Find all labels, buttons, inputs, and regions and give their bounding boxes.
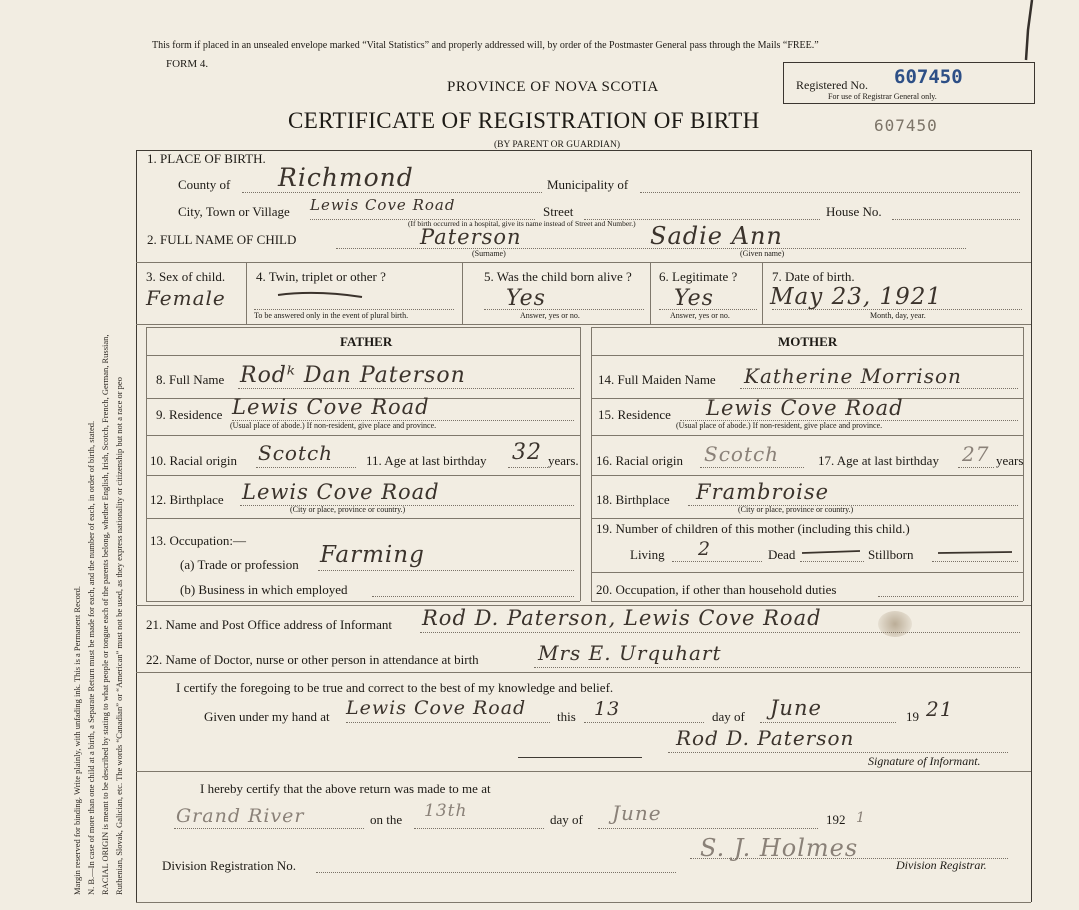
- this-label: this: [557, 709, 576, 724]
- father-residence-value: Lewis Cove Road: [232, 395, 430, 419]
- county-value: Richmond: [278, 163, 414, 192]
- registrar-signature: S. J. Holmes: [700, 834, 859, 862]
- registrar-year-prefix: 192: [826, 812, 846, 827]
- ink-stain: [878, 611, 912, 637]
- stillborn-dash-stroke: [936, 548, 1016, 556]
- father-birthplace-label: 12. Birthplace: [150, 492, 224, 507]
- child-surname: Paterson: [420, 225, 522, 249]
- margin-note-3: RACIAL ORIGIN is meant to be described by stating to what people or tongue each of the parents belong, whether English, Irish, Scotch, French, German, Russian,: [100, 334, 110, 895]
- pen-stroke-mark: [1010, 0, 1040, 70]
- child-given-name: Sadie Ann: [650, 222, 783, 250]
- city-value: Lewis Cove Road: [310, 196, 456, 214]
- father-name-label: 8. Full Name: [156, 372, 225, 387]
- certify-year-value: 21: [926, 697, 954, 721]
- legitimate-label: 6. Legitimate ?: [659, 269, 738, 284]
- mother-name-value: Katherine Morrison: [744, 364, 962, 388]
- informant-signature: Rod D. Paterson: [676, 726, 855, 750]
- informant-label: 21. Name and Post Office address of Informant: [146, 617, 392, 632]
- father-trade-label: (a) Trade or profession: [180, 557, 299, 572]
- living-value: 2: [698, 538, 712, 560]
- living-label: Living: [630, 547, 665, 562]
- certify-year-prefix: 19: [906, 709, 919, 724]
- certify-day-value: 13: [594, 698, 621, 720]
- mother-residence-value: Lewis Cove Road: [706, 396, 904, 420]
- given-under-hand-label: Given under my hand at: [204, 709, 330, 724]
- given-name-caption: (Given name): [740, 249, 785, 258]
- informant-value: Rod D. Paterson, Lewis Cove Road: [422, 606, 822, 630]
- twin-dash-stroke: [276, 288, 366, 302]
- division-registrar-caption: Division Registrar.: [896, 858, 987, 872]
- doctor-value: Mrs E. Urquhart: [538, 641, 722, 665]
- registrar-year-value: 1: [856, 810, 866, 826]
- registered-number: 607450: [894, 66, 963, 88]
- father-age-label: 11. Age at last birthday: [366, 453, 487, 468]
- twin-note: To be answered only in the event of plural birth.: [254, 311, 409, 320]
- form-number: FORM 4.: [166, 58, 209, 70]
- city-label: City, Town or Village: [178, 204, 290, 219]
- margin-note-4: Ruthenian, Slovak, Galician, etc. The words “Canadian” or “American” must not be used, as they express nationality or citizenship but not a race or peo: [114, 377, 124, 895]
- father-age-value: 32: [512, 440, 542, 465]
- father-birthplace-note: (City or place, province or country.): [290, 505, 406, 514]
- date-note: Month, day, year.: [870, 311, 926, 320]
- mother-residence-note: (Usual place of abode.) If non-resident, give place and province.: [676, 421, 883, 430]
- mother-heading: MOTHER: [778, 334, 838, 349]
- stillborn-label: Stillborn: [868, 547, 914, 562]
- certify-month-value: June: [770, 696, 822, 720]
- county-label: County of: [178, 177, 231, 192]
- sex-label: 3. Sex of child.: [146, 269, 226, 284]
- legitimate-note: Answer, yes or no.: [670, 311, 730, 320]
- registrar-on-label: on the: [370, 812, 403, 827]
- father-occupation-label: 13. Occupation:—: [150, 533, 247, 548]
- father-heading: FATHER: [340, 334, 393, 349]
- registered-label: Registered No.: [796, 78, 868, 92]
- registrar-day-label: day of: [550, 812, 583, 827]
- father-years-label: years.: [548, 453, 579, 468]
- certify-statement: I certify the foregoing to be true and correct to the best of my knowledge and belief.: [176, 680, 614, 695]
- mother-name-label: 14. Full Maiden Name: [598, 372, 716, 387]
- margin-note-2: N. B.—In case of more than one child at a birth, a Separate Return must be made for each, and the number of each, in order of birth, stated.: [86, 420, 96, 895]
- place-of-birth-label: 1. PLACE OF BIRTH.: [147, 151, 266, 166]
- father-birthplace-value: Lewis Cove Road: [242, 480, 440, 504]
- mother-age-value: 27: [962, 442, 990, 466]
- alive-note: Answer, yes or no.: [520, 311, 580, 320]
- father-trade-value: Farming: [320, 542, 425, 568]
- doctor-label: 22. Name of Doctor, nurse or other person in attendance at birth: [146, 652, 479, 667]
- margin-note-1: Margin reserved for binding. Write plainly, with unfading ink. This is a Permanent Record.: [72, 585, 82, 895]
- father-name-value: Rodᵏ Dan Paterson: [240, 363, 466, 388]
- stamped-number: 607450: [874, 116, 938, 135]
- certificate-subtitle: (BY PARENT OR GUARDIAN): [494, 140, 621, 150]
- form-right-border: [1031, 150, 1032, 902]
- municipality-label: Municipality of: [547, 177, 629, 192]
- father-racial-label: 10. Racial origin: [150, 453, 238, 468]
- division-registration-label: Division Registration No.: [162, 858, 296, 873]
- dead-dash-stroke: [800, 548, 862, 556]
- house-number-label: House No.: [826, 204, 882, 219]
- twin-label: 4. Twin, triplet or other ?: [256, 269, 386, 284]
- date-of-birth-label: 7. Date of birth.: [772, 269, 855, 284]
- dead-label: Dead: [768, 547, 796, 562]
- registrar-day-value: 13th: [424, 801, 468, 821]
- mother-birthplace-value: Frambroise: [696, 480, 830, 504]
- father-residence-label: 9. Residence: [156, 407, 223, 422]
- registered-note: For use of Registrar General only.: [828, 92, 937, 101]
- mother-racial-value: Scotch: [704, 442, 780, 466]
- father-racial-value: Scotch: [258, 441, 334, 465]
- form-top-border: [136, 150, 1031, 151]
- surname-caption: (Surname): [472, 249, 506, 258]
- street-label: Street: [543, 204, 574, 219]
- registered-number-box: [783, 62, 1035, 104]
- mother-birthplace-note: (City or place, province or country.): [738, 505, 854, 514]
- alive-label: 5. Was the child born alive ?: [484, 269, 632, 284]
- mail-notice: This form if placed in an unsealed envelope marked “Vital Statistics” and properly addressed will, by order of the Postmaster General pass through the Mails “FREE.”: [152, 40, 819, 51]
- signature-of-informant-caption: Signature of Informant.: [868, 754, 981, 768]
- mother-occupation-label: 20. Occupation, if other than household duties: [596, 582, 837, 597]
- certificate-title: CERTIFICATE OF REGISTRATION OF BIRTH: [288, 108, 760, 133]
- mother-age-label: 17. Age at last birthday: [818, 453, 939, 468]
- alive-value: Yes: [506, 286, 546, 311]
- date-of-birth-value: May 23, 1921: [770, 284, 942, 310]
- father-residence-note: (Usual place of abode.) If non-resident, give place and province.: [230, 421, 437, 430]
- registrar-month-value: June: [612, 801, 662, 825]
- mother-racial-label: 16. Racial origin: [596, 453, 684, 468]
- province-heading: PROVINCE OF NOVA SCOTIA: [447, 79, 659, 95]
- children-count-label: 19. Number of children of this mother (including this child.): [596, 521, 910, 536]
- given-place-value: Lewis Cove Road: [346, 697, 527, 719]
- mother-residence-label: 15. Residence: [598, 407, 671, 422]
- hospital-note: (If birth occurred in a hospital, give its name instead of Street and Number.): [408, 219, 636, 228]
- certify-day-label: day of: [712, 709, 745, 724]
- mother-birthplace-label: 18. Birthplace: [596, 492, 670, 507]
- sex-value: Female: [146, 286, 226, 310]
- legitimate-value: Yes: [674, 286, 714, 311]
- mother-years-label: years: [996, 453, 1024, 468]
- registrar-place-value: Grand River: [176, 805, 305, 827]
- father-business-label: (b) Business in which employed: [180, 582, 348, 597]
- registrar-statement: I hereby certify that the above return was made to me at: [200, 781, 491, 796]
- child-name-label: 2. FULL NAME OF CHILD: [147, 232, 297, 247]
